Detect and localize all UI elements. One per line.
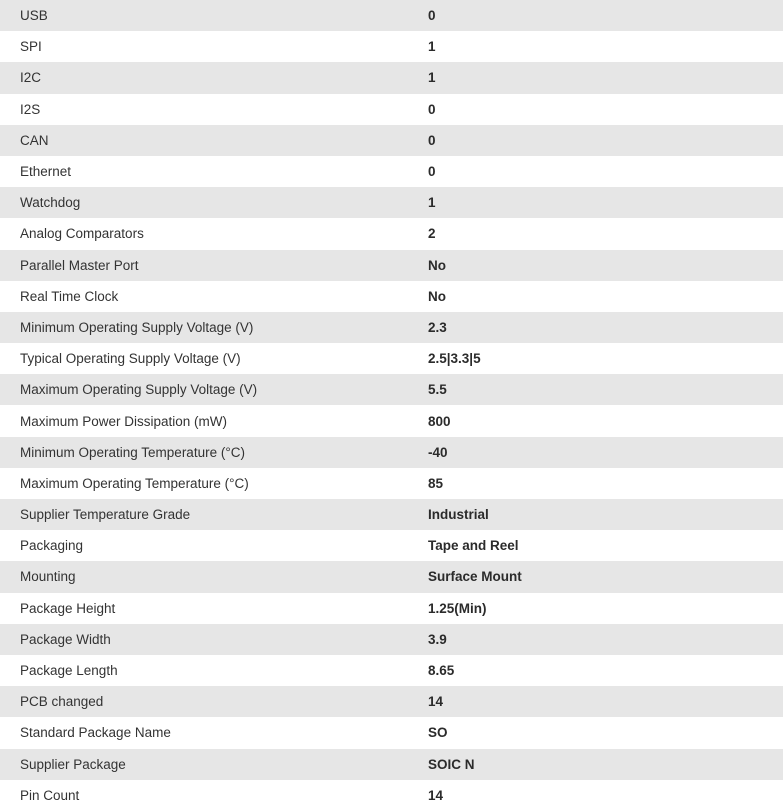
spec-label: Supplier Package (20, 756, 126, 772)
spec-label: Standard Package Name (20, 725, 171, 741)
spec-value: 5.5 (428, 382, 447, 398)
spec-value: 14 (428, 787, 444, 803)
spec-row-spi (0, 31, 783, 62)
spec-row-usb (0, 0, 783, 31)
spec-row-min-supply-voltage (0, 312, 783, 343)
spec-label: Ethernet (20, 164, 72, 180)
spec-value: 1.25(Min) (428, 600, 487, 616)
spec-value: -40 (428, 444, 448, 460)
spec-label: PCB changed (20, 694, 104, 710)
spec-label: Minimum Operating Supply Voltage (V) (20, 319, 254, 335)
spec-label: Typical Operating Supply Voltage (V) (20, 351, 241, 367)
spec-row-real-time-clock (0, 281, 783, 312)
spec-row-min-operating-temperature (0, 437, 783, 468)
spec-row-ethernet (0, 156, 783, 187)
spec-label: CAN (20, 132, 49, 148)
spec-value: 85 (428, 475, 444, 491)
spec-label: Package Height (20, 600, 116, 616)
spec-row-supplier-package (0, 749, 783, 780)
spec-row-typical-supply-voltage (0, 343, 783, 374)
spec-label: Maximum Operating Temperature (°C) (20, 475, 249, 491)
spec-value: 0 (428, 8, 436, 24)
spec-row-i2c (0, 62, 783, 93)
spec-label: I2C (20, 70, 42, 86)
spec-value: No (428, 257, 446, 273)
spec-row-i2s (0, 94, 783, 125)
spec-value: Tape and Reel (428, 538, 519, 554)
spec-label: I2S (20, 101, 41, 117)
spec-row-analog-comparators (0, 218, 783, 249)
spec-label: Mounting (20, 569, 76, 585)
spec-value: 2.3 (428, 319, 447, 335)
spec-row-standard-package-name (0, 717, 783, 748)
spec-label: Maximum Power Dissipation (mW) (20, 413, 228, 429)
spec-row-package-length (0, 655, 783, 686)
spec-value: 0 (428, 101, 436, 117)
spec-value: 0 (428, 164, 436, 180)
spec-label: Minimum Operating Temperature (°C) (20, 444, 245, 460)
spec-value: 8.65 (428, 663, 455, 679)
spec-value: Industrial (428, 507, 489, 523)
spec-value: No (428, 288, 446, 304)
spec-label: Parallel Master Port (20, 257, 139, 273)
spec-row-pcb-changed (0, 686, 783, 717)
spec-label: Analog Comparators (20, 226, 144, 242)
spec-value: 3.9 (428, 631, 447, 647)
spec-label: Supplier Temperature Grade (20, 507, 191, 523)
spec-row-max-power-dissipation (0, 405, 783, 436)
spec-value: 0 (428, 132, 436, 148)
spec-value: SOIC N (428, 756, 475, 772)
spec-row-mounting (0, 561, 783, 592)
spec-value: Surface Mount (428, 569, 522, 585)
spec-row-parallel-master-port (0, 250, 783, 281)
spec-label: Package Length (20, 663, 118, 679)
spec-label: Watchdog (20, 195, 81, 211)
spec-row-package-width (0, 624, 783, 655)
spec-label: Package Width (20, 631, 111, 647)
spec-label: SPI (20, 39, 42, 55)
spec-label: Packaging (20, 538, 84, 554)
spec-row-packaging (0, 530, 783, 561)
spec-value: 800 (428, 413, 451, 429)
spec-row-package-height (0, 593, 783, 624)
spec-row-can (0, 125, 783, 156)
spec-row-max-operating-temperature (0, 468, 783, 499)
spec-label: USB (20, 8, 48, 24)
spec-label: Maximum Operating Supply Voltage (V) (20, 382, 258, 398)
spec-label: Pin Count (20, 787, 80, 803)
spec-value: 1 (428, 39, 436, 55)
spec-label: Real Time Clock (20, 288, 119, 304)
spec-value: 2 (428, 226, 436, 242)
spec-row-max-supply-voltage (0, 374, 783, 405)
spec-value: SO (428, 725, 448, 741)
spec-row-supplier-temperature-grade (0, 499, 783, 530)
spec-value: 14 (428, 694, 444, 710)
spec-row-pin-count (0, 780, 783, 811)
spec-value: 2.5|3.3|5 (428, 351, 481, 367)
spec-value: 1 (428, 70, 436, 86)
spec-row-watchdog (0, 187, 783, 218)
spec-value: 1 (428, 195, 436, 211)
